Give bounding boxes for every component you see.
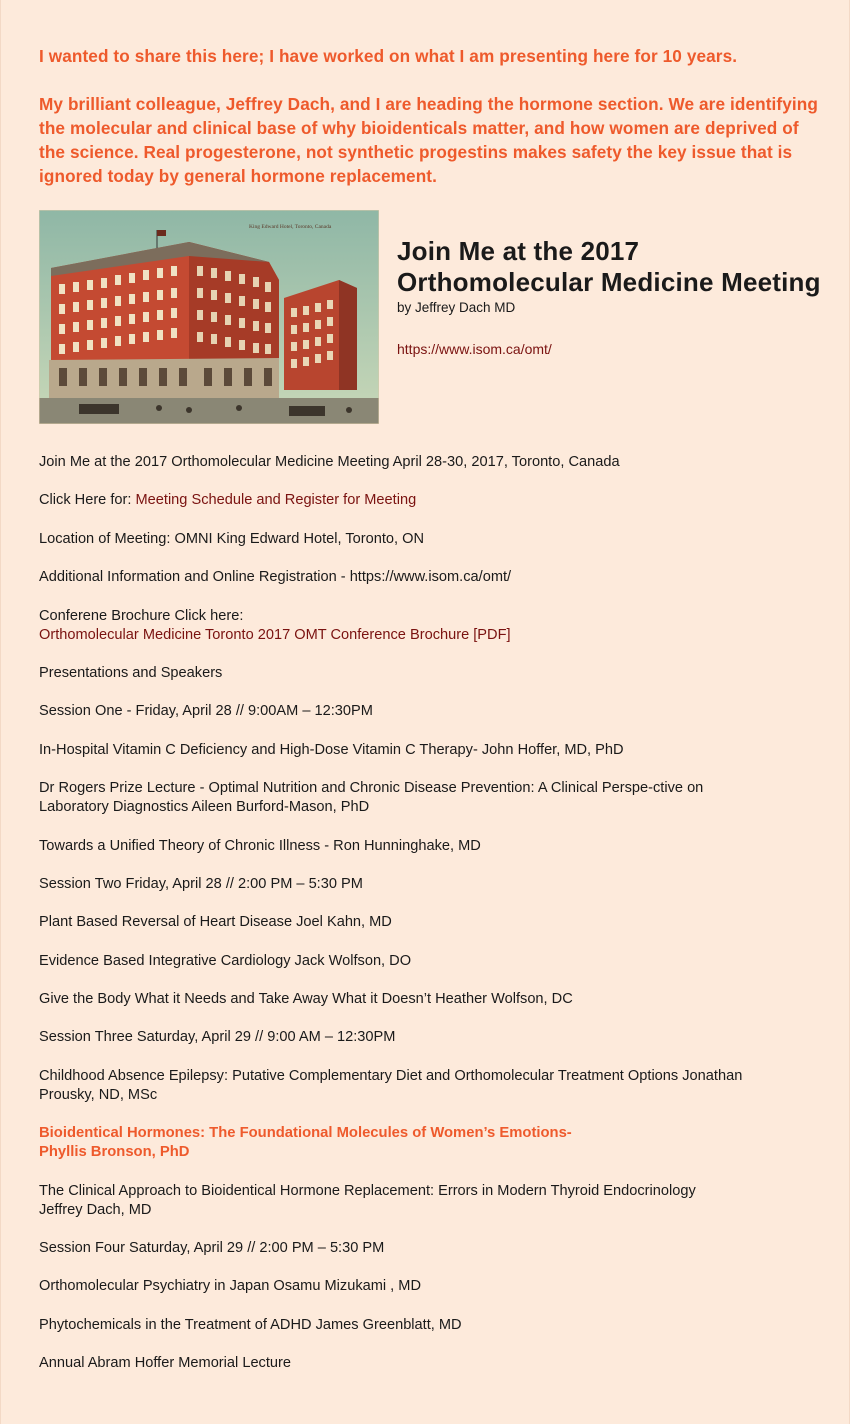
talk-cardiology: Evidence Based Integrative Cardiology Jack Wolfson, DO	[39, 952, 412, 969]
talk-vitamin-c: In-Hospital Vitamin C Deficiency and High-Dose Vitamin C Therapy- John Hoffer, MD, PhD	[39, 741, 624, 758]
session-three-heading: Session Three Saturday, April 29 // 9:00 AM – 12:30PM	[39, 1029, 396, 1046]
talk-bioidentical-line-1: Bioidentical Hormones: The Foundational Molecules of Women’s Emotions-	[39, 1125, 572, 1142]
schedule-prefix: Click Here for:	[39, 492, 136, 509]
postcard-caption: King Edward Hotel, Toronto, Canada	[249, 224, 332, 230]
session-four-heading: Session Four Saturday, April 29 // 2:00 PM – 5:30 PM	[39, 1240, 385, 1257]
talk-thyroid	[39, 1182, 829, 1220]
meeting-intro: Join Me at the 2017 Orthomolecular Medicine Meeting April 28-30, 2017, Toronto, Canada	[39, 454, 620, 470]
article-body	[39, 453, 829, 1393]
registration-info: Additional Information and Online Registration - https://www.isom.ca/omt/	[39, 569, 512, 586]
talk-epilepsy-line-1: Childhood Absence Epilepsy: Putative Complementary Diet and Orthomolecular Treatment Options Jonathan	[39, 1067, 743, 1084]
brochure-pdf-link[interactable]: Orthomolecular Medicine Toronto 2017 OMT Conference Brochure [PDF]	[39, 626, 511, 643]
talk-thyroid-line-2: Jeffrey Dach, MD	[39, 1201, 152, 1218]
location-line: Location of Meeting: OMNI King Edward Hotel, Toronto, ON	[39, 530, 425, 547]
schedule-register-link[interactable]: Meeting Schedule and Register for Meeting	[135, 492, 417, 509]
talk-hoffer-lecture: Annual Abram Hoffer Memorial Lecture	[39, 1355, 291, 1372]
hotel-postcard-image	[39, 210, 379, 424]
talk-rogers-prize-line-1: Dr Rogers Prize Lecture - Optimal Nutrition and Chronic Disease Prevention: A Clinical Perspe-ctive on	[39, 780, 704, 797]
session-one-heading: Session One - Friday, April 28 // 9:00AM – 12:30PM	[39, 703, 373, 720]
session-two-heading: Session Two Friday, April 28 // 2:00 PM – 5:30 PM	[39, 875, 363, 892]
talk-epilepsy-line-2: Prousky, ND, MSc	[39, 1086, 158, 1103]
talk-bioidentical-highlight	[39, 1124, 829, 1162]
schedule-line	[39, 491, 829, 510]
talk-rogers-prize	[39, 779, 829, 817]
brochure-label: Conferene Brochure Click here:	[39, 607, 244, 624]
talk-thyroid-line-1: The Clinical Approach to Bioidentical Hormone Replacement: Errors in Modern Thyroid Endocrinology	[39, 1182, 696, 1199]
talk-body-needs: Give the Body What it Needs and Take Away What it Doesn’t Heather Wolfson, DC	[39, 991, 573, 1008]
conference-url-link[interactable]: https://www.isom.ca/omt/	[397, 341, 552, 357]
talk-rogers-prize-line-2: Laboratory Diagnostics Aileen Burford-Mason, PhD	[39, 799, 370, 816]
talk-psychiatry-japan: Orthomolecular Psychiatry in Japan Osamu Mizukami , MD	[39, 1278, 421, 1295]
brochure-block	[39, 607, 829, 645]
article-header	[397, 236, 827, 357]
talk-unified-theory: Towards a Unified Theory of Chronic Illness - Ron Hunninghake, MD	[39, 837, 481, 854]
byline: by Jeffrey Dach MD	[397, 300, 516, 315]
intro-note	[39, 44, 829, 188]
intro-paragraph-2: My brilliant colleague, Jeffrey Dach, and I are heading the hormone section. We are identifying the molecular and clinical base of why bioidenticals matter, and how women are deprived of the science. Real progesterone, not synthetic progestins makes safety the key issue that is ignored today by general hormone replacement.	[39, 94, 818, 186]
talk-adhd: Phytochemicals in the Treatment of ADHD James Greenblatt, MD	[39, 1316, 462, 1333]
article-title: Join Me at the 2017 Orthomolecular Medicine Meeting	[397, 236, 821, 297]
intro-paragraph-1: I wanted to share this here; I have worked on what I am presenting here for 10 years.	[39, 46, 738, 66]
talk-epilepsy	[39, 1067, 829, 1105]
presentations-heading: Presentations and Speakers	[39, 664, 223, 681]
talk-heart-disease: Plant Based Reversal of Heart Disease Joel Kahn, MD	[39, 914, 392, 931]
talk-bioidentical-line-2: Phyllis Bronson, PhD	[39, 1144, 190, 1161]
